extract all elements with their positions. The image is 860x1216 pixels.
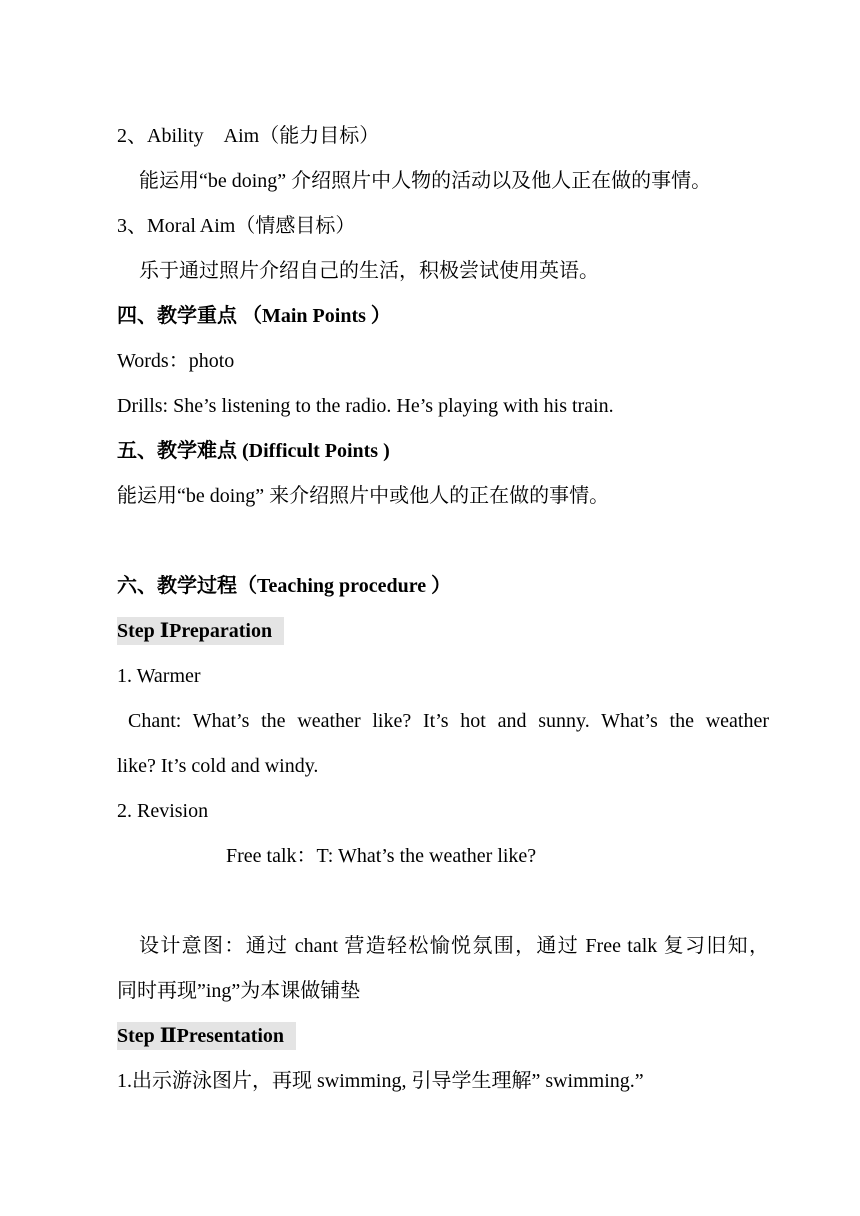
step2-item-1: 1.出示游泳图片，再现 swimming, 引导学生理解” swimming.” bbox=[117, 1070, 644, 1092]
ability-aim-text: 能运用“be doing” 介绍照片中人物的活动以及他人正在做的事情。 bbox=[139, 170, 712, 192]
moral-aim-text: 乐于通过照片介绍自己的生活，积极尝试使用英语。 bbox=[139, 260, 599, 282]
step2-heading bbox=[117, 1022, 296, 1050]
difficult-points-heading: 五、教学难点 (Difficult Points ) bbox=[117, 440, 390, 462]
chant-line-1: Chant: What’s the weather like? It’s hot and sunny. What’s the weather bbox=[128, 710, 769, 732]
procedure-heading: 六、教学过程（Teaching procedure ） bbox=[117, 575, 452, 597]
main-points-words: Words：photo bbox=[117, 350, 235, 372]
moral-aim-heading: 3、Moral Aim（情感目标） bbox=[117, 215, 356, 237]
chant-line-2: like? It’s cold and windy. bbox=[117, 755, 319, 777]
design-intent-line-2: 同时再现”ing”为本课做铺垫 bbox=[117, 980, 361, 1002]
main-points-drills: Drills: She’s listening to the radio. He’s playing with his train. bbox=[117, 395, 614, 417]
warmer-title: 1. Warmer bbox=[117, 665, 201, 687]
step2-label: Step ⅡPresentation bbox=[117, 1022, 296, 1050]
main-points-heading: 四、教学重点 （Main Points ） bbox=[117, 305, 391, 327]
free-talk-line: Free talk：T: What’s the weather like? bbox=[226, 845, 537, 867]
design-intent-line-1: 设计意图：通过 chant 营造轻松愉悦氛围，通过 Free talk 复习旧知， bbox=[139, 935, 769, 957]
step1-heading bbox=[117, 617, 284, 645]
revision-title: 2. Revision bbox=[117, 800, 209, 822]
ability-aim-heading: 2、Ability Aim（能力目标） bbox=[117, 125, 380, 147]
difficult-points-text: 能运用“be doing” 来介绍照片中或他人的正在做的事情。 bbox=[117, 485, 610, 507]
step1-label: Step ⅠPreparation bbox=[117, 617, 284, 645]
